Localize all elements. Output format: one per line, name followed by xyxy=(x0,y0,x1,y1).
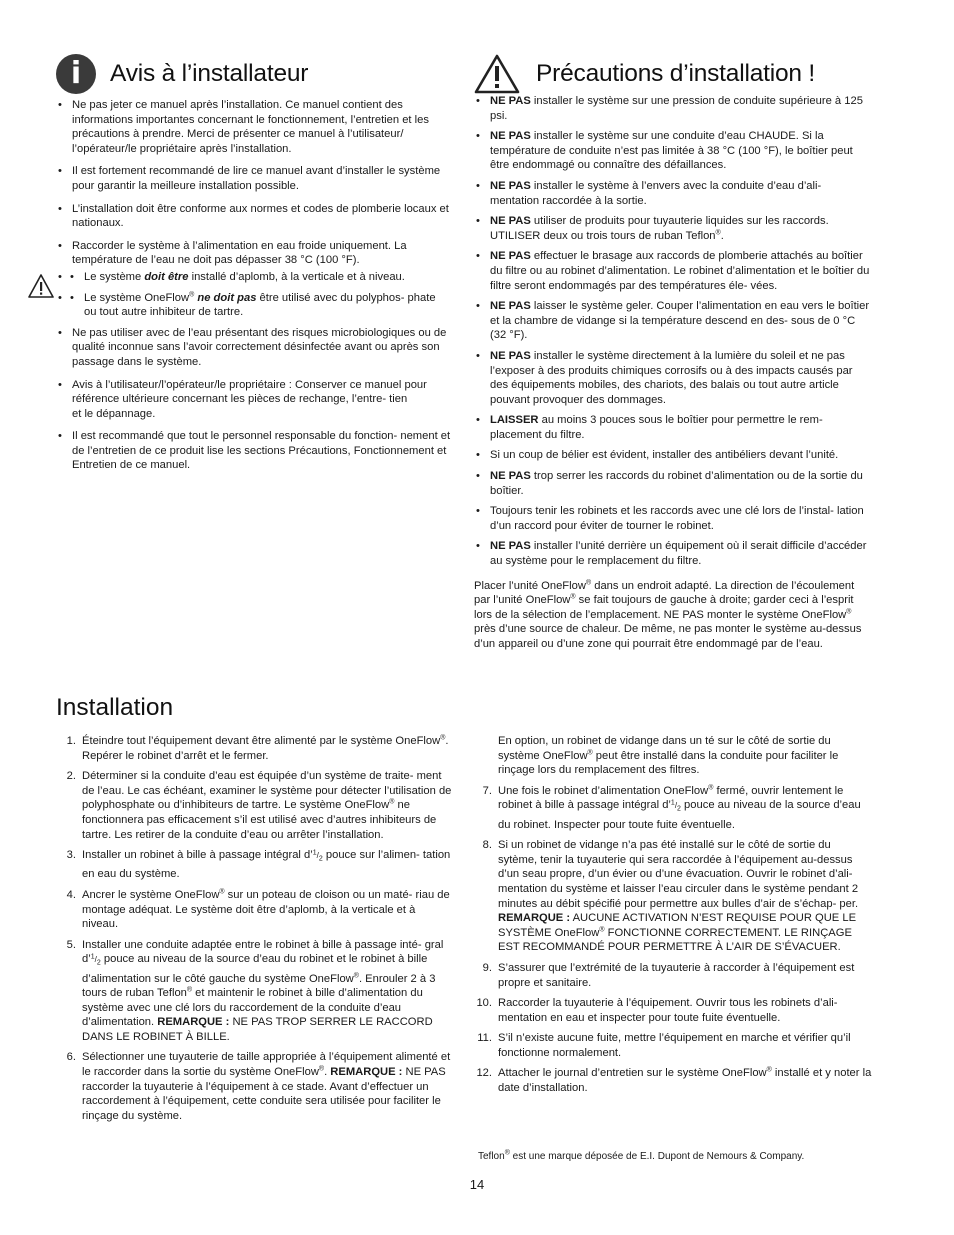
precautions-section xyxy=(474,52,872,652)
list-item: • L’installation doit être conforme aux normes et codes de plomberie locaux et nationaux. xyxy=(56,202,451,231)
steps-list xyxy=(56,734,453,1123)
step-item: 8. Si un robinet de vidange n’a pas été installé sur le côté de sortie du sytème, tenir la tuyauterie qui sera raccordée à l’équipement au-dessus d’un seau propre, d’un évier ou d’une évacuation. Ouvrir le robinet d’ali- mentation du système et laisser l’eau circuler dans le système pendant 2 minutes au débit spécifié pour permettre aux bulles d’air de s’échap- per. REMARQUE : AUCUNE ACTIVATION N’EST REQUISE POUR QUE LE SYSTÈME OneFlow® FONCTIONNE CORRECTEMENT. LE RINÇAGE EST RECOMMANDÉ POUR PERMETTRE À L’AIR DE S’ÉVACUER. xyxy=(482,839,859,954)
installation-steps-left xyxy=(56,734,453,1129)
installation-title: Installation xyxy=(56,694,174,721)
list-item: • Raccorder le système à l’alimentation en eau froide uniquement. La température de l’eau ne doit pas dépasser 38 °C (100 °F). xyxy=(56,239,451,268)
list-item: • Il est recommandé que tout le personnel responsable du fonction- nement et de l’entretien de ce produit lise les sections Précautions, Fonctionnement et Entretien de ce manuel. xyxy=(56,429,451,473)
step-item: 11. S’il n’existe aucune fuite, mettre l’équipement en marche et vérifier qu’il fonctionne normalement. xyxy=(477,1032,851,1059)
info-icon: i xyxy=(56,54,96,94)
installer-notice-list-2 xyxy=(56,326,451,473)
step-item: 10. Raccorder la tuyauterie à l’équipement. Ouvrir tous les robinets d’ali- mentation en eau et inspecter pour toute fuite éventuelle. xyxy=(476,997,838,1024)
precaution-item: • NE PAS laisser le système geler. Couper l’alimentation en eau vers le boîtier et la chambre de vidange si la température descend en des- sous de 0 °C (32 °F). xyxy=(474,299,872,343)
sub-item-text: Le système OneFlow xyxy=(84,291,190,304)
list-item-text: Avis à l’utilisateur/l’opérateur/le propriétaire : Conserver ce manuel pour référence ultérieure concernant les pièces de rechange, l’entre- tien xyxy=(72,378,427,406)
installation-steps-right xyxy=(472,734,872,1102)
precautions-header xyxy=(474,52,872,96)
step-item: 6. Sélectionner une tuyauterie de taille appropriée à l’équipement alimenté et le raccorder dans la sortie du système OneFlow®. REMARQUE : NE PAS raccorder la tuyauterie à l’équipement à ce stade. Avant d’effectuer un raccordement à l’équipement, cette conduite sera utilisée pour faciliter le rinçage du système. xyxy=(66,1051,451,1122)
precaution-item: • NE PAS utiliser de produits pour tuyauterie liquides sur les raccords. UTILISER deux ou trois tours de ruban Teflon®. xyxy=(474,214,872,243)
sub-item: • • Le système doit être installé d’aplomb, à la verticale et à niveau. xyxy=(56,270,451,285)
precautions-title: Précautions d’installation ! xyxy=(536,59,816,87)
list-item xyxy=(56,378,451,422)
precaution-item: • NE PAS installer le système à l’envers avec la conduite d’eau d’ali- mentation raccordée à la sortie. xyxy=(474,179,872,208)
precaution-item: • NE PAS trop serrer les raccords du robinet d’alimentation ou de la sortie du boîtier. xyxy=(474,469,872,498)
installer-notice-title: Avis à l’installateur xyxy=(110,59,309,87)
placement-paragraph: Placer l’unité OneFlow® dans un endroit adapté. La direction de l’écoulement par l’unité OneFlow® se fait toujours de gauche à droite; garder ceci à l’esprit lors de la sélection de l’emplacement. NE PAS monter le système OneFlow® près d’une source de chaleur. De même, ne pas monter le système au-dessus d’un appareil ou d’une zone qui pourrait être endommagé par de l’eau. xyxy=(474,578,862,650)
step-item: 7. Une fois le robinet d’alimentation OneFlow® fermé, ouvrir lentement le robinet à bille à passage intégral $d’^1/_2$ pouce au niveau de la source d’eau du robinet. Inspecter pour toute fuite éventuelle. xyxy=(482,784,861,831)
steps-list xyxy=(472,784,872,1096)
step-item: 4. Ancrer le système OneFlow® sur un poteau de cloison ou un maté- riau de montage adéquat. Le système doit être d’aplomb, à la verticale et à niveau. xyxy=(66,888,450,931)
step-item: 1. Éteindre tout l’équipement devant être alimenté par le système OneFlow®. Repérer le robinet d’arrêt et le fermer. xyxy=(66,734,449,762)
step-item: 12. Attacher le journal d’entretien sur le système OneFlow® installé et y noter la date d’installation. xyxy=(476,1066,872,1095)
sub-item-text: installé d’aplomb, à la verticale et à niveau. xyxy=(188,270,405,283)
warning-triangle-icon xyxy=(28,274,54,298)
precaution-item: • NE PAS installer l’unité derrière un équipement où il serait difficile d’accéder au système pour le remplacement du filtre. xyxy=(474,539,872,568)
warning-subitems xyxy=(56,270,451,320)
precaution-item: • LAISSER au moins 3 pouces sous le boîtier pour permettre le rem- placement du filtre. xyxy=(474,413,872,442)
precautions-list xyxy=(474,94,872,569)
installer-notice-header xyxy=(56,52,451,96)
step-item: 5. Installer une conduite adaptée entre le robinet à bille à passage inté- gral $d’^1/_2$ pouce au niveau de la source d’eau du robinet et le robinet à bille d’alimentation sur le côté gauche du système OneFlow®. Enrouler 2 à 3 tours de ruban Teflon® et maintenir le robinet à bille d’alimentation du système avec une clé lors du raccordement de la conduite d’eau d’alimentation. REMARQUE : NE PAS TROP SERRER LE RACCORD DANS LE ROBINET À BILLE. xyxy=(66,938,444,1043)
warning-triangle-icon xyxy=(474,54,520,94)
sub-item: • • Le système OneFlow® ne doit pas être utilisé avec du polyphos- phate ou tout autre inhibiteur de tartre. xyxy=(56,291,451,320)
installer-notice-list xyxy=(56,98,451,268)
page-number: 14 xyxy=(469,1177,485,1192)
step-continuation: En option, un robinet de vidange dans un té sur le côté de sortie du système OneFlow® peut être installé dans la conduite pour faciliter le rinçage lors du remplacement des filtres. xyxy=(498,735,839,777)
list-item: • Ne pas jeter ce manuel après l’installation. Ce manuel contient des informations importantes concernant le fonctionnement, l’entretien et les précautions à prendre. Merci de présenter ce manuel à l’utilisateur/ l’opérateur/le propriétaire après l’installation. xyxy=(56,98,451,156)
list-item: • Ne pas utiliser avec de l’eau présentant des risques microbiologiques ou de qualité inconnue sans l’avoir correctement désinfectée avant ou après son passage dans le système. xyxy=(56,326,451,370)
precaution-item: • NE PAS effectuer le brasage aux raccords de plomberie attachés au boîtier du filtre ou au robinet d’alimentation. Le robinet d’alimentation et le boîtier du filtre seront endommagés par des températures éle- vées. xyxy=(474,249,872,293)
precaution-item: • NE PAS installer le système directement à la lumière du soleil et ne pas l’exposer à des produits chimiques corrosifs ou à des impacts causés par des équipements mobiles, des chariots, des balais ou tout autre article pouvant provoquer des dommages. xyxy=(474,349,872,407)
step-item: 2. Déterminer si la conduite d’eau est équipée d’un système de traite- ment de l’eau. Le cas échéant, examiner le système pour détecter l’utilisation de polyphosphate ou d’inhibiteurs de tartre. Le système OneFlow® ne fonctionnera pas efficacement s’il est utilisé avec d’autres inhibiteurs de tartre. Les retirer de la conduite d’eau ou arrêter l’installation. xyxy=(66,770,452,841)
precaution-item: • Si un coup de bélier est évident, installer des antibéliers devant l’unité. xyxy=(474,448,872,463)
sub-item-text: Le système xyxy=(84,270,145,283)
sub-item-emphasis: ne doit pas xyxy=(197,291,257,304)
precaution-item: • NE PAS installer le système sur une pression de conduite supérieure à 125 psi. xyxy=(474,94,872,123)
sub-item-emphasis: doit être xyxy=(144,270,189,283)
list-item-text: et le dépannage. xyxy=(72,407,156,420)
precaution-item: • NE PAS installer le système sur une conduite d’eau CHAUDE. Si la température de conduite n’est pas limitée à 38 °C (100 °F), le boîtier peut être endommagé ou connaître des défaillances. xyxy=(474,129,872,173)
sub-item-text: être utilisé avec du polyphos- phate ou tout autre inhibiteur de tartre. xyxy=(84,291,436,319)
step-item: 3. Installer un robinet à bille à passage intégral $d’^1/_2$ pouce sur l’alimen- tation en eau du système. xyxy=(66,849,451,881)
precaution-item: • Toujours tenir les robinets et les raccords avec une clé lors de l’instal- lation d’un raccord pour éviter de tourner le robinet. xyxy=(474,504,872,533)
installer-notice-section xyxy=(56,52,451,479)
list-item: • Il est fortement recommandé de lire ce manuel avant d’installer le système pour garantir la meilleure installation possible. xyxy=(56,164,451,193)
step-item: 9. S’assurer que l’extrémité de la tuyauterie à raccorder à l’équipement est propre et sanitaire. xyxy=(482,961,855,989)
trademark-footnote: Teflon® est une marque déposée de E.I. Dupont de Nemours & Company. xyxy=(478,1149,805,1162)
